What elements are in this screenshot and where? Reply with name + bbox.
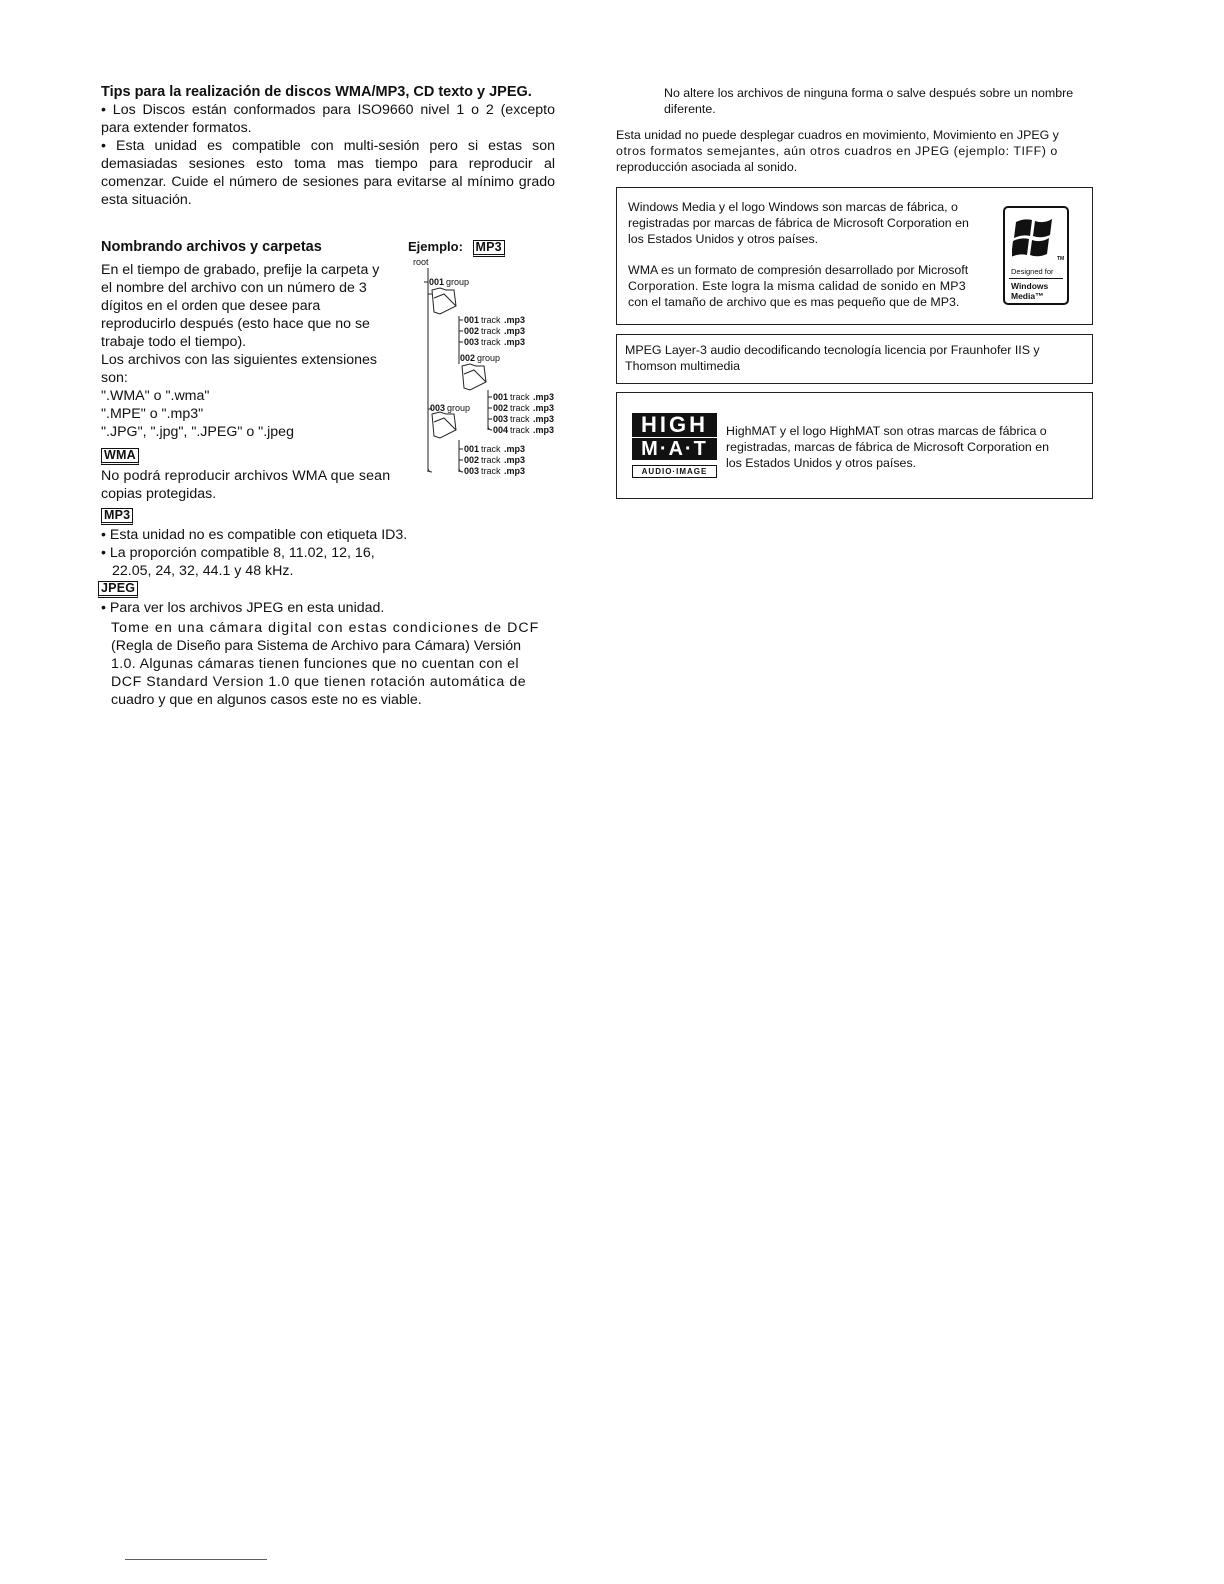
naming-paragraph-1: [101, 261, 411, 441]
mp3-section: [101, 506, 441, 580]
track-name: track: [481, 337, 501, 347]
highmat-logo-bottom: AUDIO·IMAGE: [632, 465, 717, 478]
track-number: 001: [464, 444, 480, 454]
track-number: 003: [464, 466, 480, 476]
logo-divider: [1009, 278, 1063, 279]
box1-line: WMA es un formato de compresión desarrollado por Microsoft: [628, 263, 969, 277]
naming-line: ".JPG", ".jpg", ".JPEG" o ".jpeg: [101, 424, 294, 440]
jpeg-line: cuadro y que en algunos casos este no es viable.: [111, 692, 422, 708]
track-name: track: [481, 455, 501, 465]
logo-windows: Windows: [1011, 281, 1049, 291]
mp3-badge: MP3: [101, 508, 133, 525]
jpeg-paragraph: [98, 619, 558, 709]
highmat-notice-box: [616, 392, 1093, 499]
jpeg-section: [98, 579, 558, 709]
mpeg-line: Thomson multimedia: [625, 359, 741, 373]
track-number: 001: [464, 315, 480, 325]
tips-bullet-2: • Esta unidad es compatible con multi-sesión pero si estas son demasiadas sesiones esto toma mas tiempo para reproducir al comenzar. Cuide el número de sesiones para evitarse al mínimo grado esta situación.: [101, 138, 555, 208]
highmat-logo: [632, 413, 717, 478]
track-number: 003: [464, 337, 480, 347]
highmat-line: HighMAT y el logo HighMAT son otras marcas de fábrica o: [726, 424, 1047, 438]
track-ext: .mp3: [504, 315, 526, 325]
naming-heading: Nombrando archivos y carpetas: [101, 239, 322, 255]
track-name: track: [510, 414, 530, 424]
group-number: 001: [429, 277, 445, 287]
folder-icon: [462, 364, 486, 390]
wma-badge: WMA: [101, 448, 139, 465]
track-ext: .mp3: [533, 392, 555, 402]
track-number: 002: [493, 403, 509, 413]
jpeg-line: DCF Standard Version 1.0 que tienen rotación automática de: [111, 674, 527, 690]
logo-tm: TM: [1057, 256, 1065, 262]
track-ext: .mp3: [533, 425, 555, 435]
windows-media-logo: [1003, 206, 1069, 305]
track-number: 004: [493, 425, 509, 435]
naming-line: trabaje todo el tiempo).: [101, 334, 247, 350]
track-number: 003: [493, 414, 509, 424]
group-name: group: [446, 277, 470, 287]
box1-line: registradas por marcas de fábrica de Microsoft Corporation en: [628, 216, 969, 230]
track-name: track: [510, 392, 530, 402]
naming-line: ".WMA" o ".wma": [101, 388, 210, 404]
naming-line: Los archivos con las siguientes extensiones: [101, 352, 378, 368]
jpeg-line: (Regla de Diseño para Sistema de Archivo para Cámara) Versión: [111, 638, 522, 654]
track-name: track: [481, 326, 501, 336]
highmat-line: registradas, marcas de fábrica de Microsoft Corporation en: [726, 440, 1049, 454]
group-name: group: [477, 353, 501, 363]
naming-line: reproducirlo después (esto hace que no se: [101, 316, 370, 332]
track-name: track: [481, 444, 501, 454]
tips-section: [101, 83, 555, 209]
track-ext: .mp3: [504, 444, 526, 454]
mp3-bullet-2: • La proporción compatible 8, 11.02, 12, 16,: [101, 545, 375, 561]
para-line: otros formatos semejantes, aún otros cuadros en JPEG (ejemplo: TIFF) o: [616, 144, 1058, 158]
windows-media-notice-box: [616, 187, 1093, 325]
mpeg-line: MPEG Layer-3 audio decodificando tecnología licencia por Fraunhofer IIS y: [625, 343, 1040, 357]
group-number: 002: [460, 353, 476, 363]
mpeg-license-box: [616, 334, 1093, 384]
tree-root-label: root: [413, 257, 429, 267]
para-line: Esta unidad no puede desplegar cuadros en movimiento, Movimiento en JPEG y: [616, 128, 1059, 142]
naming-line: dígitos en el orden que desee para: [101, 298, 321, 314]
box1-line: Corporation. Este logra la misma calidad de sonido en MP3: [628, 279, 966, 293]
jpeg-line: Tome en una cámara digital con estas condiciones de DCF: [111, 620, 540, 636]
para-line: reproducción asociada al sonido.: [616, 160, 798, 174]
naming-line: ".MPE" o ".mp3": [101, 406, 204, 422]
track-ext: .mp3: [533, 403, 555, 413]
mp3-bullet-2-cont: 22.05, 24, 32, 44.1 y 48 kHz.: [112, 563, 294, 579]
wma-line: copias protegidas.: [101, 486, 217, 502]
mp3-bullet-1: • Esta unidad no es compatible con etiqueta ID3.: [101, 527, 408, 543]
track-number: 002: [464, 326, 480, 336]
mpeg-text: [625, 342, 1087, 374]
windows-media-text: [628, 199, 998, 310]
track-number: 002: [464, 455, 480, 465]
naming-line: el nombre del archivo con un número de 3: [101, 280, 367, 296]
jpeg-line: 1.0. Algunas cámaras tienen funciones que no cuentan con el: [111, 656, 519, 672]
group-name: group: [447, 403, 471, 413]
wma-section: [101, 446, 413, 503]
tips-bullet-1: • Los Discos están conformados para ISO9660 nivel 1 o 2 (excepto para extender formatos.: [101, 102, 555, 136]
highmat-line: los Estados Unidos y otros países.: [726, 456, 917, 470]
right-paragraph: [616, 127, 1094, 175]
track-ext: .mp3: [504, 326, 526, 336]
note-line: No altere los archivos de ninguna forma o salve después sobre un nombre: [664, 86, 1074, 100]
wma-line: No podrá reproducir archivos WMA que sean: [101, 468, 391, 484]
tips-heading: Tips para la realización de discos WMA/MP3, CD texto y JPEG.: [101, 84, 532, 100]
track-name: track: [481, 315, 501, 325]
track-ext: .mp3: [504, 337, 526, 347]
footer-rule: [125, 1559, 267, 1560]
box1-line: los Estados Unidos y otros países.: [628, 232, 819, 246]
jpeg-bullet-1: • Para ver los archivos JPEG en esta unidad.: [101, 600, 385, 616]
logo-designed-for: Designed for: [1011, 267, 1054, 276]
track-name: track: [510, 425, 530, 435]
highmat-text: [726, 423, 1084, 471]
naming-line: En el tiempo de grabado, prefije la carpeta y: [101, 262, 380, 278]
naming-line: son:: [101, 370, 128, 386]
track-ext: .mp3: [533, 414, 555, 424]
note-line: diferente.: [664, 102, 716, 116]
box1-line: con el tamaño de archivo que es mas pequeño que de MP3.: [628, 295, 960, 309]
jpeg-badge: JPEG: [98, 581, 138, 598]
folder-tree-diagram: [400, 254, 560, 484]
highmat-logo-mid: M·A·T: [632, 438, 717, 460]
folder-icon: [432, 412, 456, 438]
box1-line: Windows Media y el logo Windows son marcas de fábrica, o: [628, 200, 958, 214]
track-name: track: [481, 466, 501, 476]
example-label-text: Ejemplo:: [408, 239, 463, 254]
highmat-logo-top: HIGH: [632, 413, 717, 437]
track-ext: .mp3: [504, 466, 526, 476]
logo-media: Media™: [1011, 291, 1044, 301]
track-ext: .mp3: [504, 455, 526, 465]
group-number: 003: [430, 403, 446, 413]
track-name: track: [510, 403, 530, 413]
track-number: 001: [493, 392, 509, 402]
example-mp3-badge: MP3: [473, 240, 505, 257]
right-note: [664, 85, 1094, 117]
folder-icon: [432, 288, 456, 314]
